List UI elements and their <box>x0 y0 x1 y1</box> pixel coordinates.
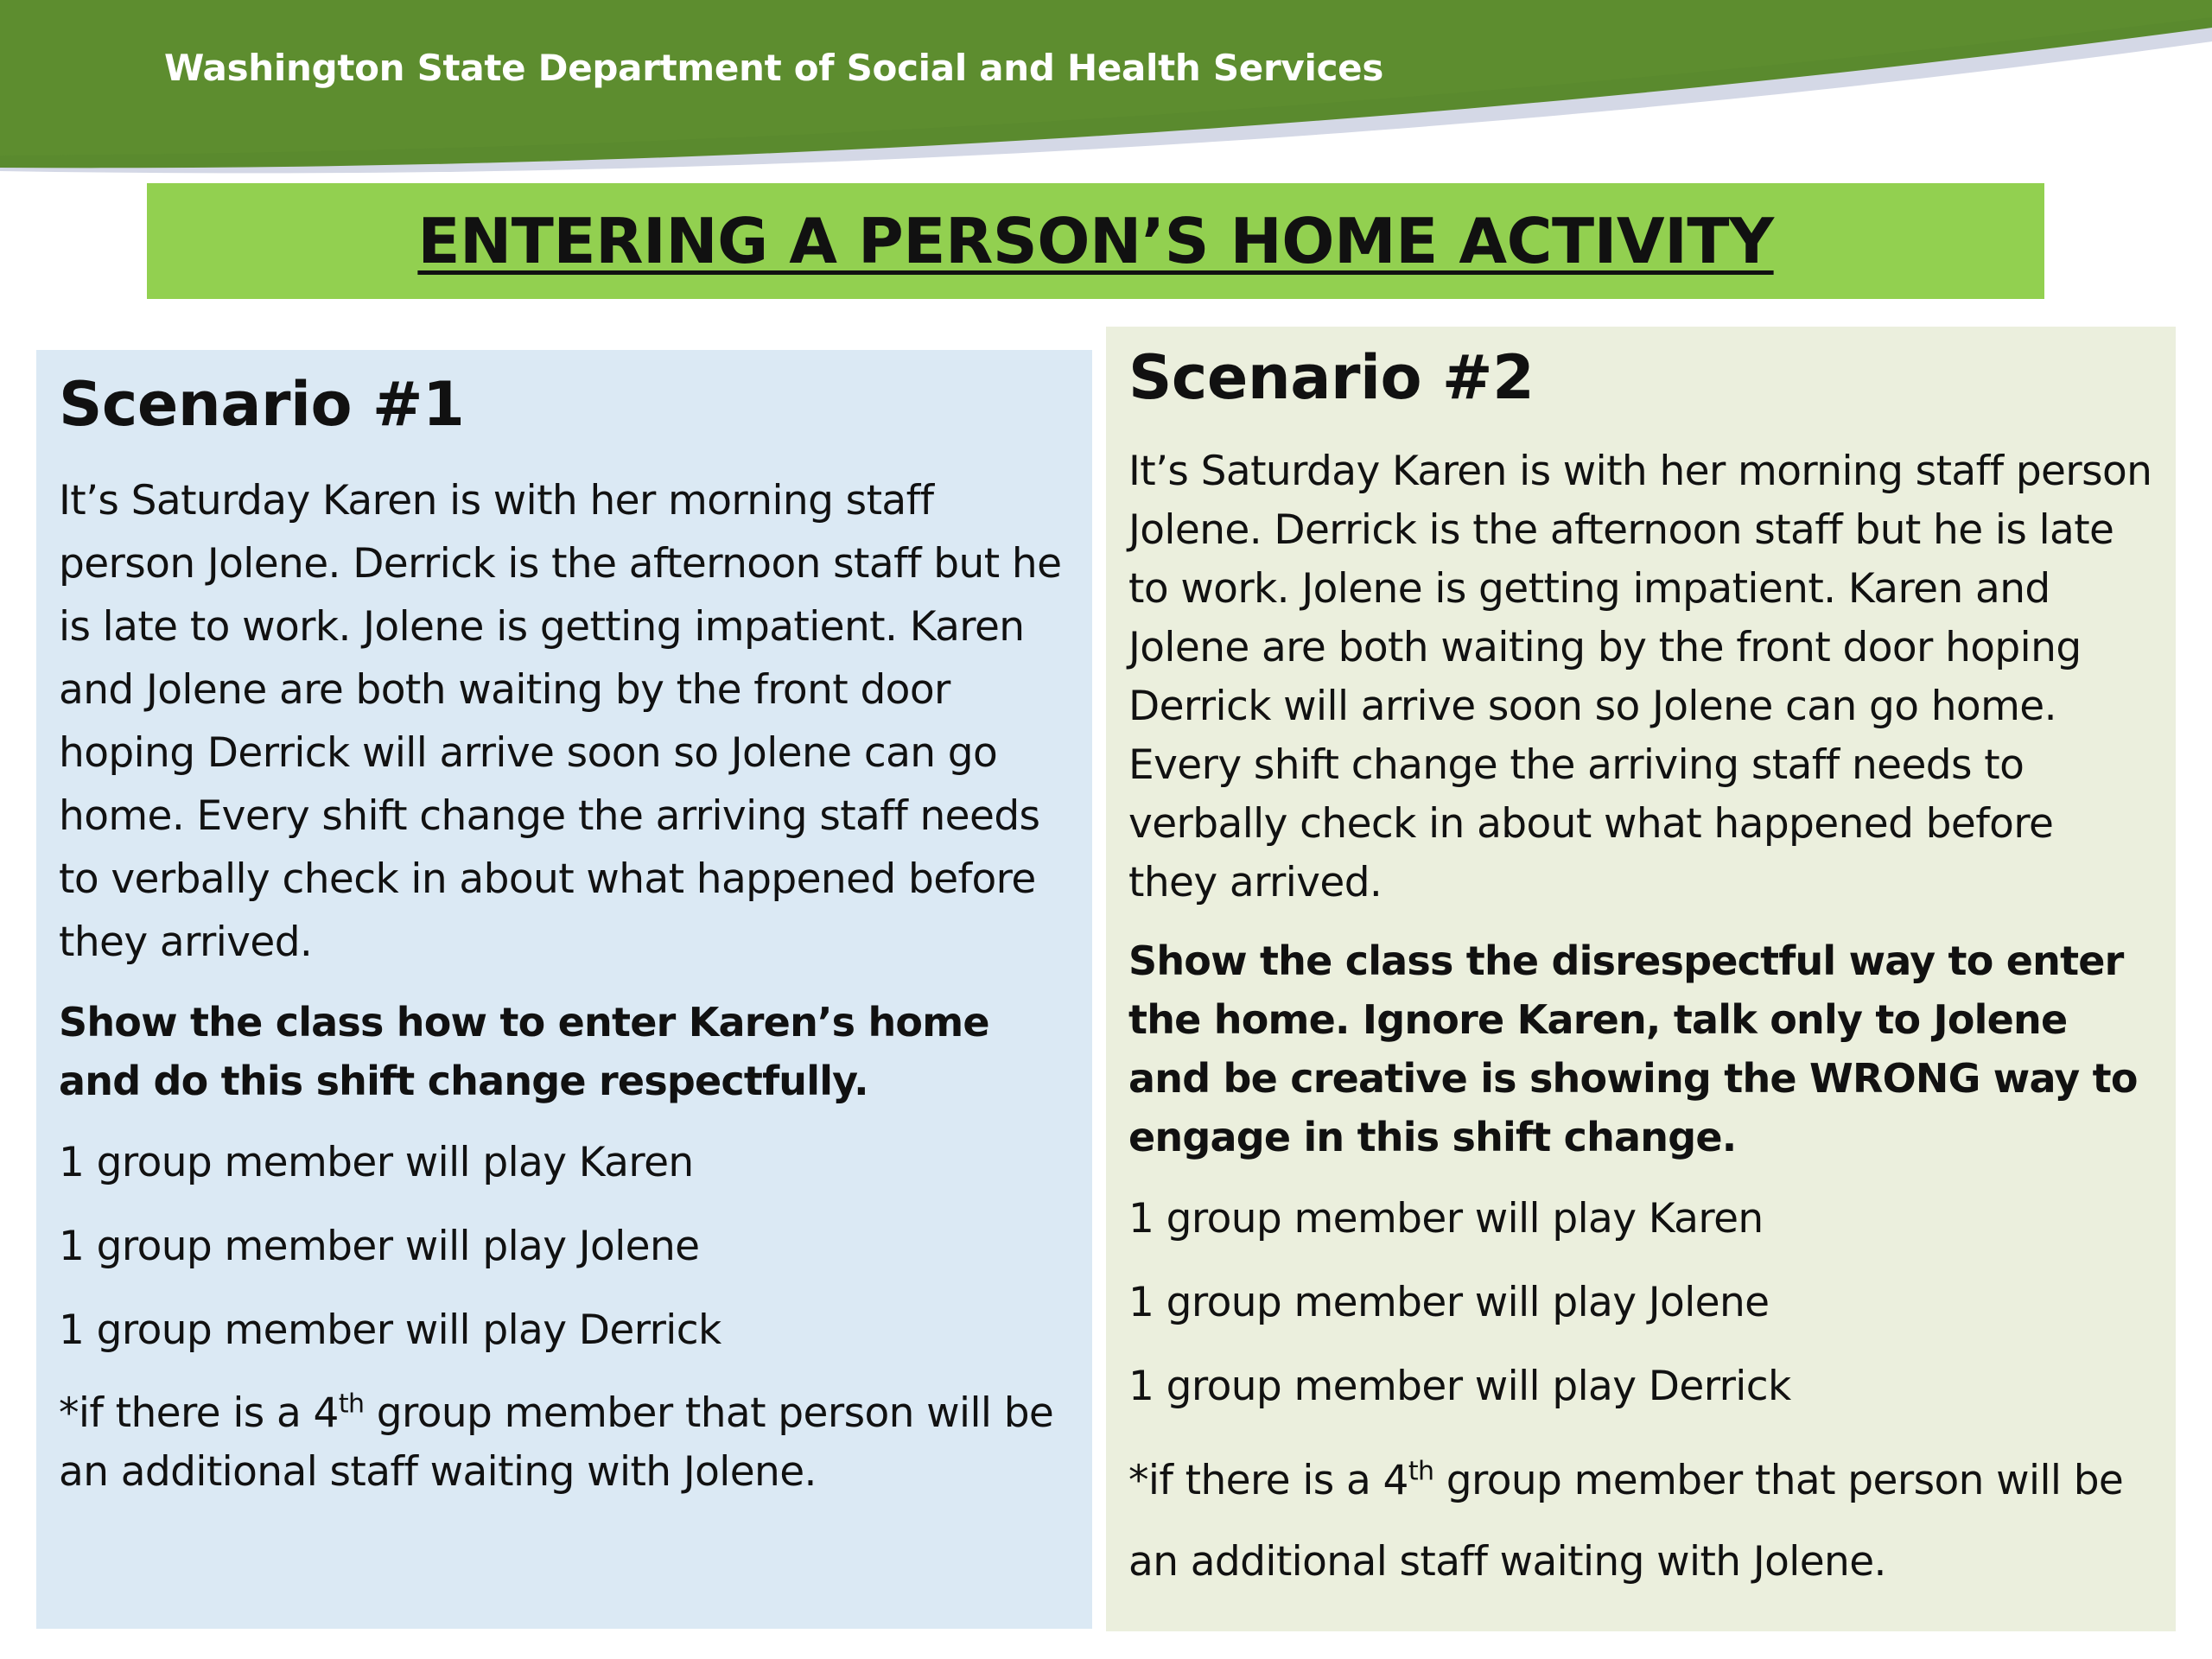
scenario-1-role-derrick: 1 group member will play Derrick <box>59 1306 721 1354</box>
agency-name: Washington State Department of Social and Health Services <box>164 47 1384 89</box>
scenario-2-heading: Scenario #2 <box>1128 342 1535 413</box>
scenario-1-role-jolene: 1 group member will play Jolene <box>59 1222 700 1270</box>
scenario-1-note-superscript: th <box>338 1388 365 1419</box>
scenario-1-note-suffix: group member that person will be an additional staff waiting with Jolene. <box>59 1389 1054 1496</box>
scenario-2-instruction: Show the class the disrespectful way to enter the home. Ignore Karen, talk only to Jolene and be creative is showing the WRONG way to engage in this shift change. <box>1128 937 2138 1160</box>
page-title: ENTERING A PERSON’S HOME ACTIVITY <box>417 205 1774 277</box>
scenario-2-note-prefix: *if there is a 4 <box>1128 1456 1408 1504</box>
scenario-2-role-derrick: 1 group member will play Derrick <box>1128 1362 1791 1410</box>
scenario-1-note <box>59 1384 1070 1502</box>
scenario-2-role-karen: 1 group member will play Karen <box>1128 1194 1764 1243</box>
header-banner <box>0 0 2212 190</box>
header-swoosh-graphic <box>0 0 2212 190</box>
scenario-2-note <box>1128 1440 2153 1603</box>
scenario-2-description: It’s Saturday Karen is with her morning staff person Jolene. Derrick is the afternoon staff but he is late to work. Jolene is getting impatient. Karen and Jolene are both waiting by the front door hoping Derrick will arrive soon so Jolene can go home. Every shift change the arriving staff needs to verbally check in about what happened before they arrived. <box>1128 447 2152 906</box>
scenario-1-role-karen: 1 group member will play Karen <box>59 1138 694 1186</box>
scenario-2-role-jolene: 1 group member will play Jolene <box>1128 1278 1770 1326</box>
scenario-1-panel <box>36 350 1092 1629</box>
scenario-2-note-suffix: group member that person will be an additional staff waiting with Jolene. <box>1128 1456 2124 1586</box>
title-bar <box>147 183 2044 299</box>
scenario-1-instruction: Show the class how to enter Karen’s home and do this shift change respectfully. <box>59 998 989 1104</box>
scenario-1-note-prefix: *if there is a 4 <box>59 1389 339 1437</box>
scenario-1-description: It’s Saturday Karen is with her morning staff person Jolene. Derrick is the afternoon staff but he is late to work. Jolene is getting impatient. Karen and Jolene are both waiting by the front door hoping Derrick will arrive soon so Jolene can go home. Every shift change the arriving staff needs to verbally check in about what happened before they arrived. <box>59 476 1062 966</box>
scenario-1-heading: Scenario #1 <box>59 369 465 440</box>
scenario-2-panel <box>1106 327 2176 1631</box>
scenario-2-note-superscript: th <box>1408 1455 1434 1486</box>
